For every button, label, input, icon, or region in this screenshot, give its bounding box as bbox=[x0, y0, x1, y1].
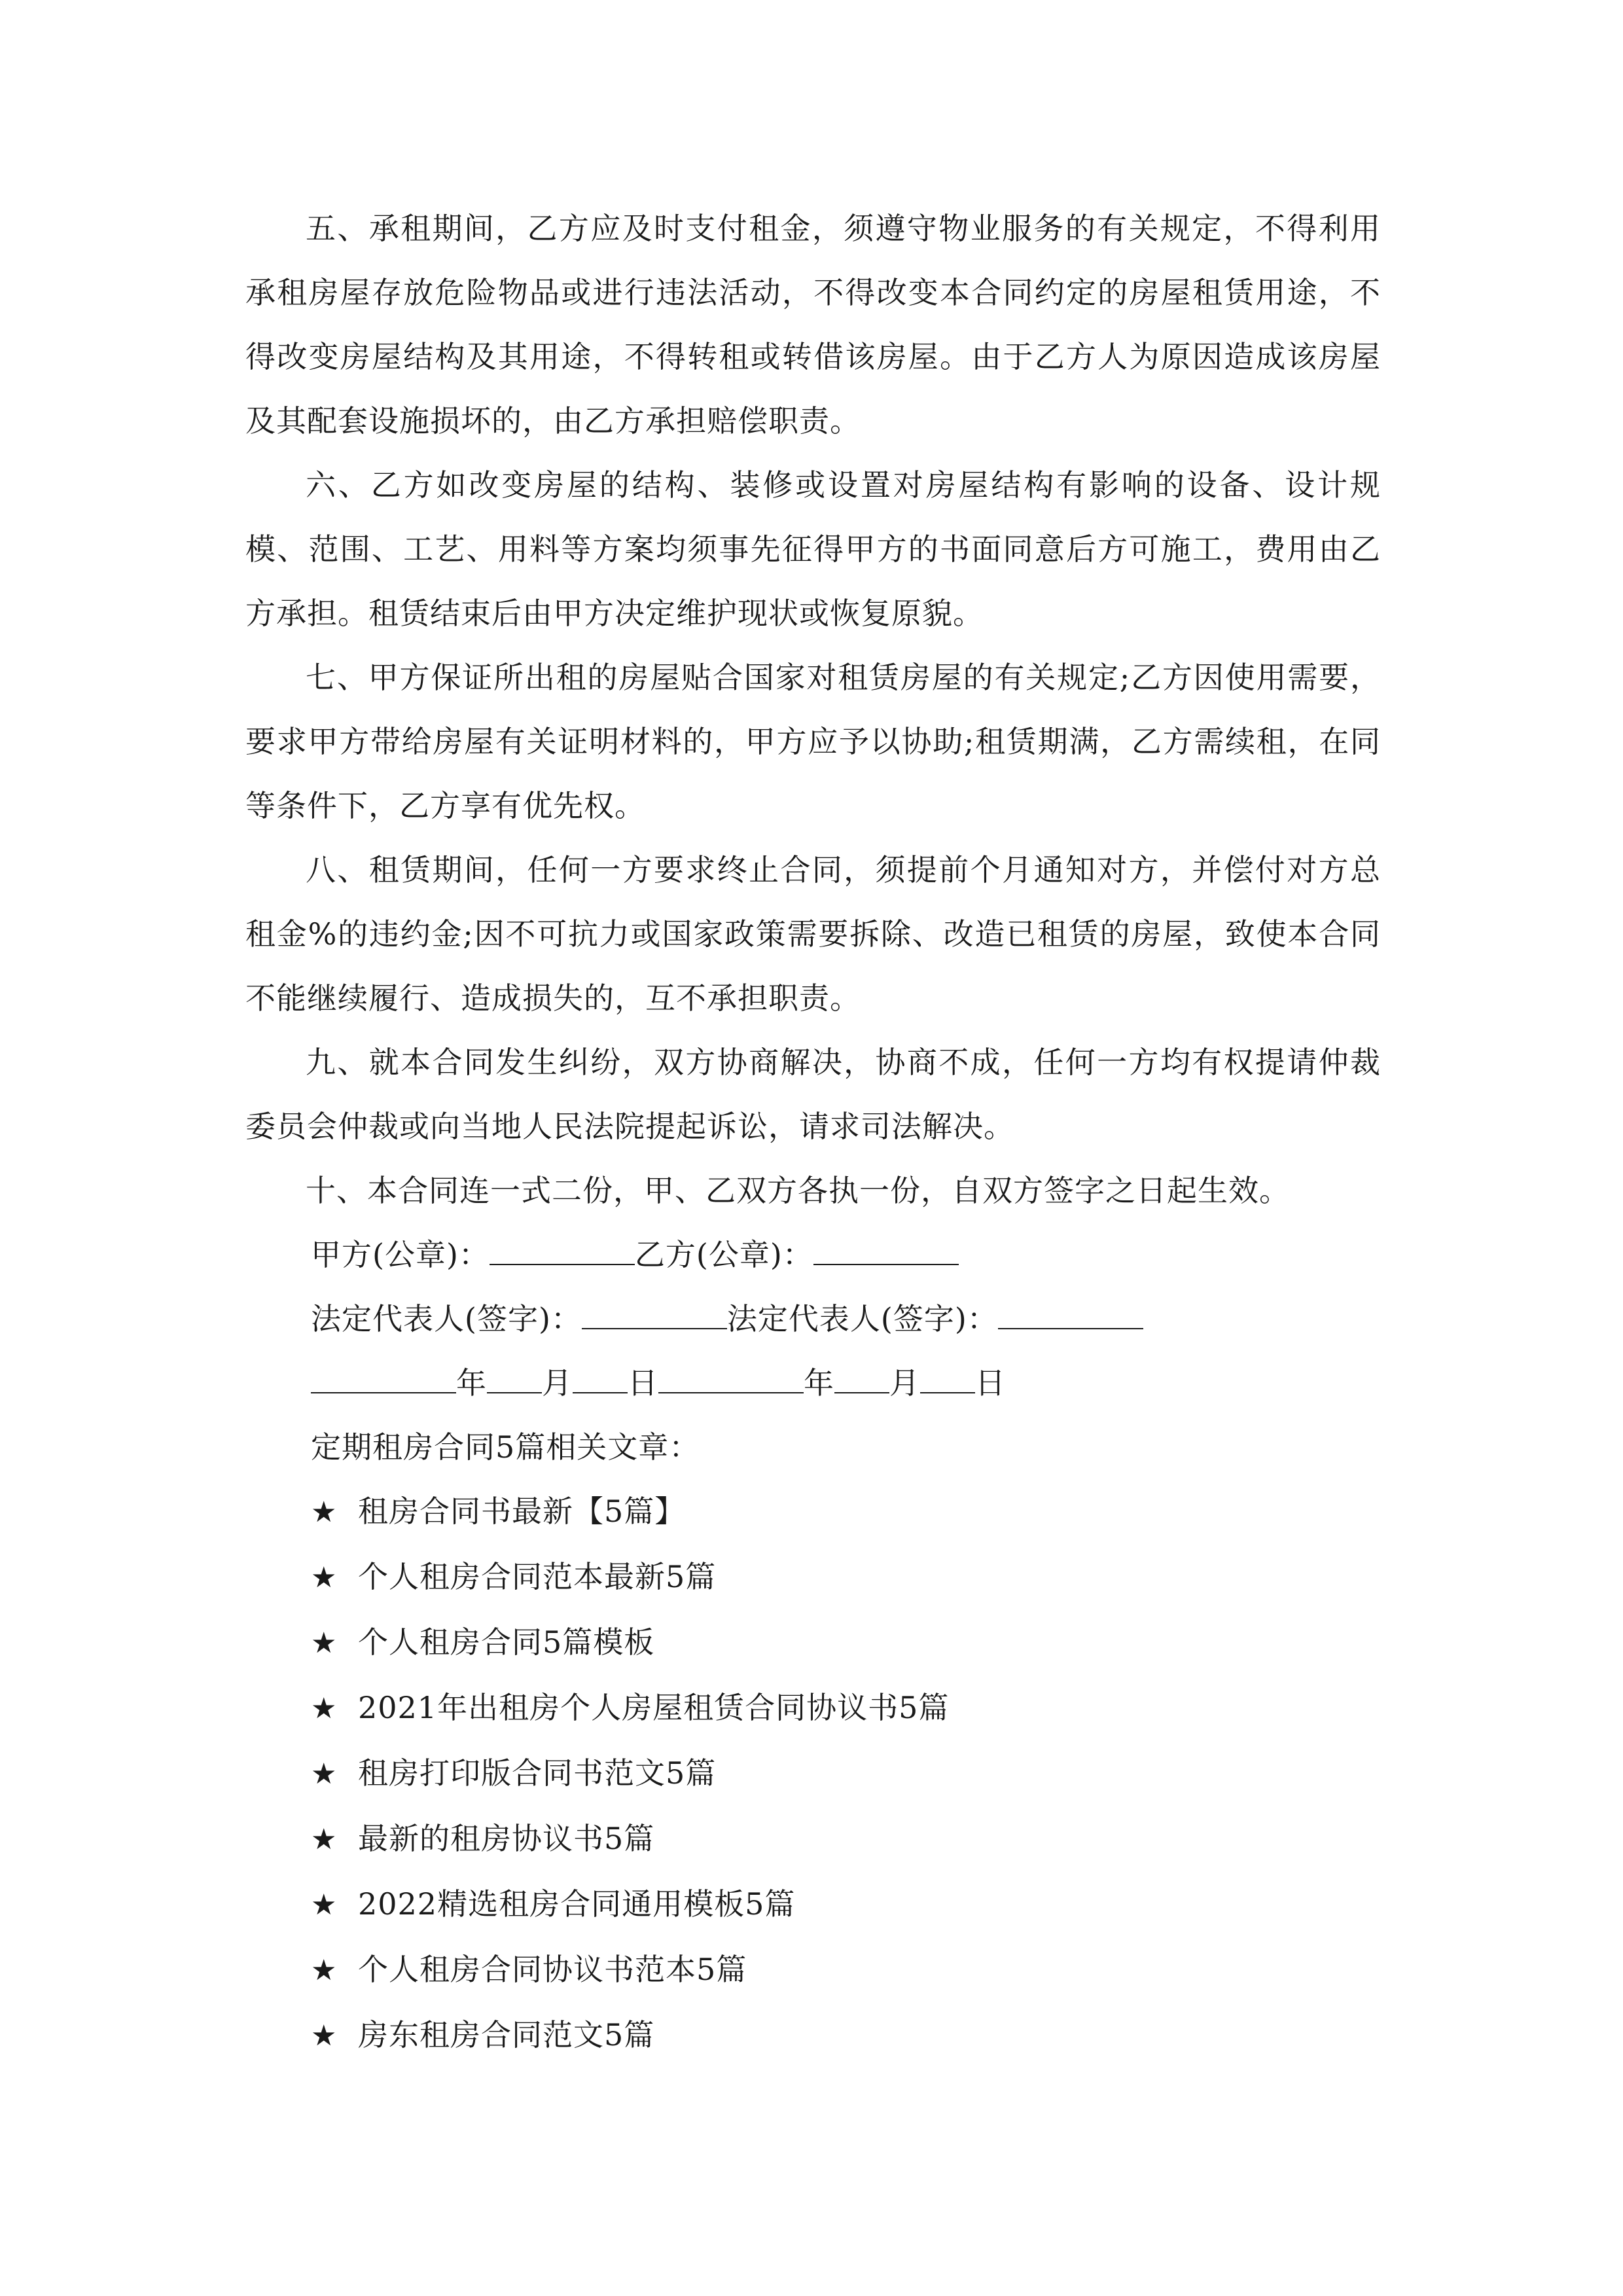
related-link[interactable]: 个人租房合同5篇模板 bbox=[358, 1624, 655, 1660]
star-icon: ★ bbox=[311, 2019, 338, 2053]
star-icon: ★ bbox=[311, 1757, 338, 1791]
related-item[interactable] bbox=[245, 1545, 1381, 1610]
related-link[interactable]: 租房打印版合同书范文5篇 bbox=[358, 1755, 717, 1791]
star-icon: ★ bbox=[311, 1496, 338, 1529]
party-b-seal-blank bbox=[813, 1239, 959, 1265]
related-item[interactable] bbox=[245, 2003, 1381, 2068]
party-b-day-label: 日 bbox=[975, 1365, 1006, 1401]
party-b-rep-label: 法定代表人(签字)： bbox=[726, 1301, 998, 1336]
clause-10: 十、本合同连一式二份，甲、乙双方各执一份，自双方签字之日起生效。 bbox=[306, 1173, 1290, 1208]
related-link[interactable]: 最新的租房协议书5篇 bbox=[358, 1821, 655, 1856]
document-body bbox=[245, 196, 1381, 2068]
representative-line bbox=[245, 1287, 1381, 1351]
party-a-year-label: 年 bbox=[456, 1365, 487, 1401]
related-link[interactable]: 2022精选租房合同通用模板5篇 bbox=[358, 1886, 796, 1922]
party-b-seal-label: 乙方(公章)： bbox=[634, 1237, 813, 1272]
clause-9: 九、就本合同发生纠纷，双方协商解决，协商不成，任何一方均有权提请仲裁委员会仲裁或向当地人民法院提起诉讼，请求司法解决。 bbox=[245, 1045, 1381, 1144]
related-link[interactable]: 个人租房合同范本最新5篇 bbox=[358, 1559, 717, 1594]
party-b-month-blank bbox=[834, 1367, 889, 1393]
party-a-seal-label: 甲方(公章)： bbox=[311, 1237, 490, 1272]
party-b-year-label: 年 bbox=[804, 1365, 834, 1401]
clause-6: 六、乙方如改变房屋的结构、装修或设置对房屋结构有影响的设备、设计规模、范围、工艺、用料等方案均须事先征得甲方的书面同意后方可施工，费用由乙方承担。租赁结束后由甲方决定维护现状或恢复原貌。 bbox=[245, 467, 1381, 631]
clause-7: 七、甲方保证所出租的房屋贴合国家对租赁房屋的有关规定;乙方因使用需要，要求甲方带给房屋有关证明材料的，甲方应予以协助;租赁期满，乙方需续租，在同等条件下，乙方享有优先权。 bbox=[245, 660, 1381, 823]
related-item[interactable] bbox=[245, 1741, 1381, 1806]
party-b-year-blank bbox=[658, 1367, 804, 1393]
party-b-day-blank bbox=[920, 1367, 975, 1393]
related-link[interactable]: 2021年出租房个人房屋租赁合同协议书5篇 bbox=[358, 1690, 950, 1725]
star-icon: ★ bbox=[311, 1823, 338, 1856]
party-a-rep-blank bbox=[582, 1303, 727, 1329]
seal-line bbox=[245, 1223, 1381, 1287]
related-item[interactable] bbox=[245, 1806, 1381, 1872]
related-item[interactable] bbox=[245, 1610, 1381, 1676]
party-a-year-blank bbox=[311, 1367, 456, 1393]
star-icon: ★ bbox=[311, 1561, 338, 1594]
party-a-month-label: 月 bbox=[542, 1365, 573, 1401]
star-icon: ★ bbox=[311, 1954, 338, 1987]
star-icon: ★ bbox=[311, 1888, 338, 1922]
related-item[interactable] bbox=[245, 1937, 1381, 2003]
party-a-day-label: 日 bbox=[628, 1365, 658, 1401]
related-item[interactable] bbox=[245, 1479, 1381, 1545]
star-icon: ★ bbox=[311, 1692, 338, 1725]
party-a-rep-label: 法定代表人(签字)： bbox=[311, 1301, 582, 1336]
date-line bbox=[245, 1351, 1381, 1415]
clause-8: 八、租赁期间，任何一方要求终止合同，须提前个月通知对方，并偿付对方总租金%的违约金;因不可抗力或国家政策需要拆除、改造已租赁的房屋，致使本合同不能继续履行、造成损失的，互不承担职责。 bbox=[245, 852, 1381, 1016]
related-item[interactable] bbox=[245, 1676, 1381, 1741]
party-b-month-label: 月 bbox=[889, 1365, 920, 1401]
related-item[interactable] bbox=[245, 1872, 1381, 1937]
party-a-day-blank bbox=[573, 1367, 628, 1393]
related-link[interactable]: 房东租房合同范文5篇 bbox=[358, 2017, 655, 2053]
party-b-rep-blank bbox=[998, 1303, 1143, 1329]
related-heading: 定期租房合同5篇相关文章： bbox=[311, 1429, 700, 1465]
related-link[interactable]: 个人租房合同协议书范本5篇 bbox=[358, 1952, 747, 1987]
party-a-seal-blank bbox=[490, 1239, 635, 1265]
clause-5: 五、承租期间，乙方应及时支付租金，须遵守物业服务的有关规定，不得利用承租房屋存放危险物品或进行违法活动，不得改变本合同约定的房屋租赁用途，不得改变房屋结构及其用途，不得转租或转借该房屋。由于乙方人为原因造成该房屋及其配套设施损坏的，由乙方承担赔偿职责。 bbox=[245, 211, 1381, 439]
party-a-month-blank bbox=[487, 1367, 542, 1393]
star-icon: ★ bbox=[311, 1626, 338, 1660]
related-link[interactable]: 租房合同书最新【5篇】 bbox=[358, 1494, 686, 1529]
